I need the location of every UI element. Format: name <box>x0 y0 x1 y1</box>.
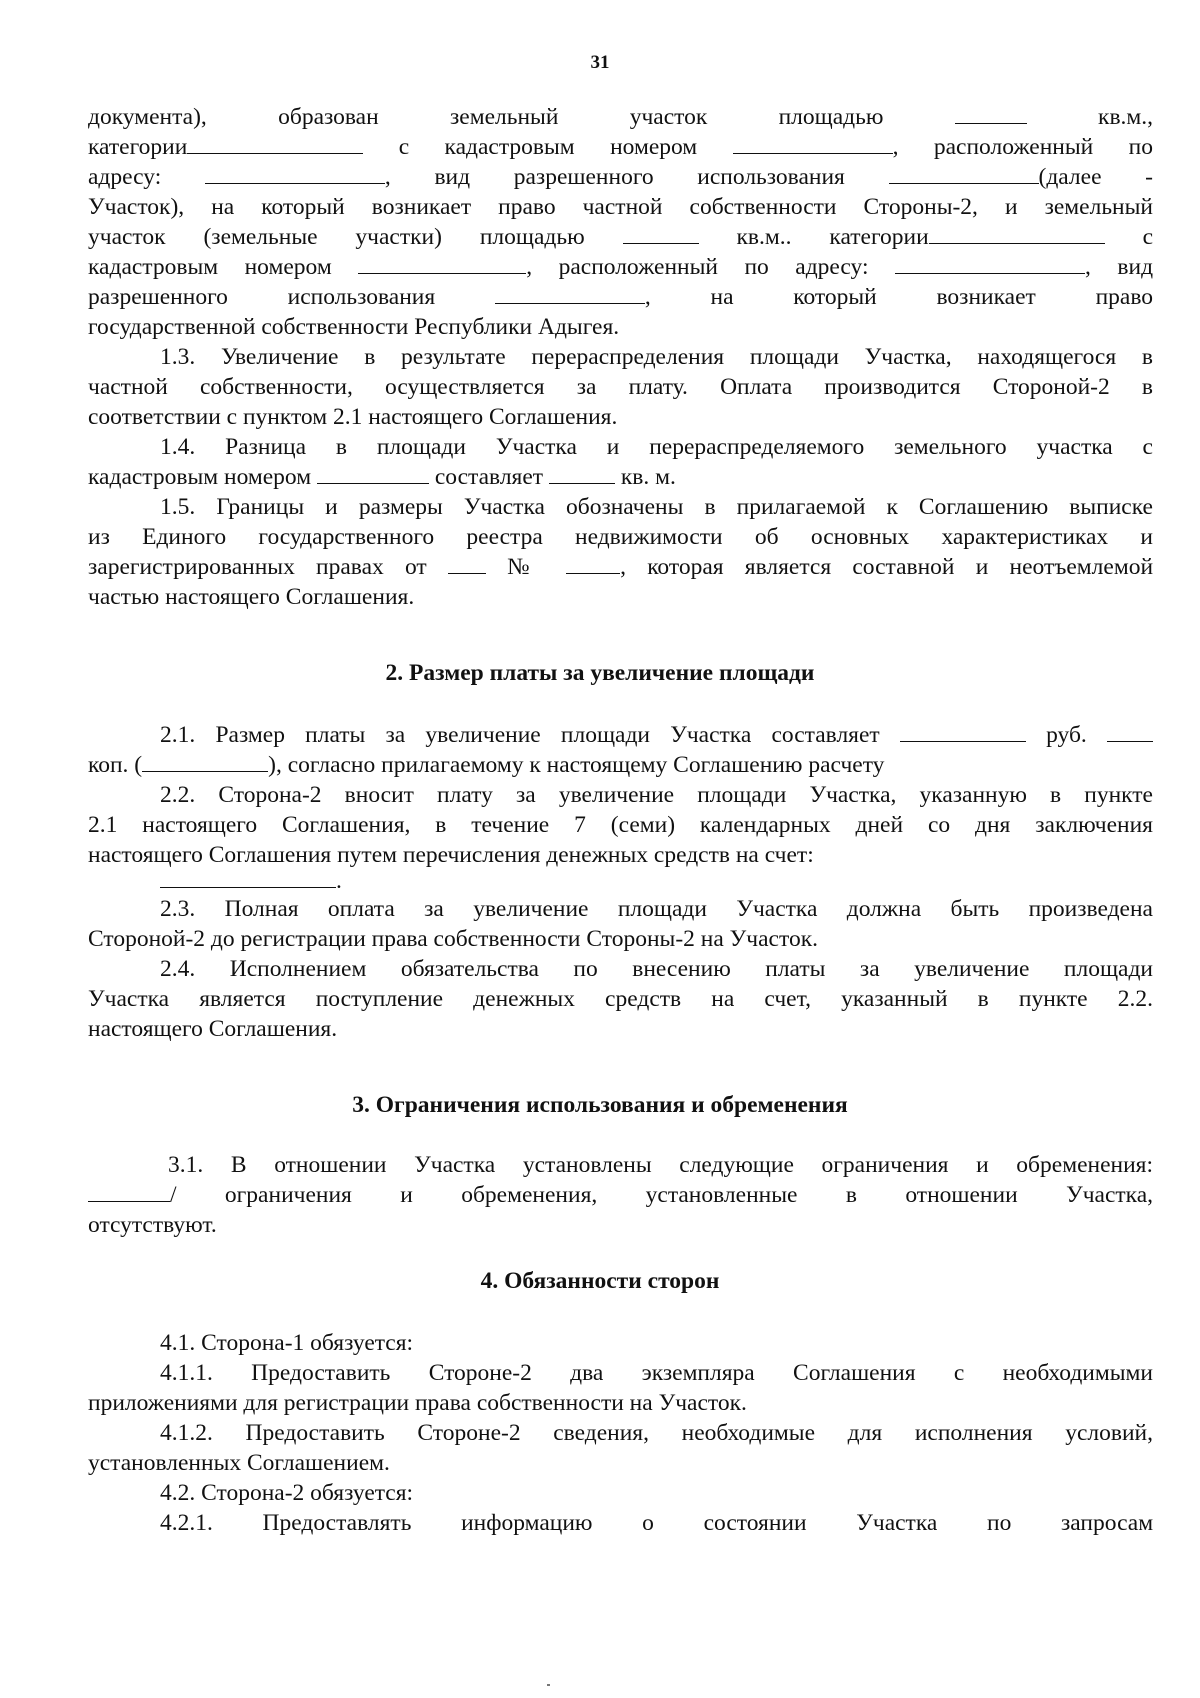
text-line: кадастровым номером , расположенный по адресу: , вид <box>88 254 1154 280</box>
text-line: государственной собственности Республики Адыгея. <box>88 314 620 340</box>
text-line: частью настоящего Соглашения. <box>88 584 415 610</box>
text-line: кадастровым номером составляет кв. м. <box>88 464 676 490</box>
text-line: Стороной-2 до регистрации права собственности Стороны-2 на Участок. <box>88 926 818 952</box>
blank-field[interactable] <box>187 133 363 154</box>
blank-field[interactable] <box>358 253 526 274</box>
text-line: приложениями для регистрации права собственности на Участок. <box>88 1390 747 1416</box>
blank-field[interactable] <box>1107 721 1153 742</box>
text-line: категории с кадастровым номером , расположенный по <box>88 134 1153 160</box>
text-line: / ограничения и обременения, установленные в отношении Участка, <box>88 1180 1153 1210</box>
text-line: участок (земельные участки) площадью кв.м.. категории с <box>88 224 1154 250</box>
blank-field[interactable] <box>895 253 1085 274</box>
blank-field[interactable] <box>317 463 429 484</box>
text-line: соответствии с пунктом 2.1 настоящего Соглашения. <box>88 404 618 430</box>
blank-field[interactable] <box>448 553 486 574</box>
text-line: Участок), на который возникает право частной собственности Стороны-2, и земельный <box>88 194 1153 220</box>
blank-field[interactable] <box>549 463 615 484</box>
clause-2-3: 2.3. Полная оплата за увеличение площади Участка должна быть произведена <box>160 896 1153 922</box>
blank-field[interactable] <box>205 163 385 184</box>
clause-3-1: 3.1. В отношении Участка установлены следующие ограничения и обременения: <box>168 1152 1153 1178</box>
blank-field[interactable] <box>955 103 1027 124</box>
blank-field[interactable] <box>623 223 699 244</box>
clause-4-2: 4.2. Сторона-2 обязуется: <box>160 1480 414 1506</box>
clause-4-1-1: 4.1.1. Предоставить Стороне-2 два экземпляра Соглашения с необходимыми <box>160 1360 1153 1386</box>
text-line: из Единого государственного реестра недвижимости об основных характеристиках и <box>88 524 1153 550</box>
blank-field[interactable] <box>733 133 893 154</box>
clause-4-2-1: 4.2.1. Предоставлять информацию о состоянии Участка по запросам <box>160 1510 1154 1536</box>
blank-field[interactable] <box>889 163 1039 184</box>
section-heading: 3. Ограничения использования и обременения <box>352 1092 848 1118</box>
blank-field[interactable] <box>929 223 1105 244</box>
text-line: адресу: , вид разрешенного использования (далее - <box>88 164 1154 190</box>
text-line: документа), образован земельный участок площадью кв.м., <box>88 104 1154 130</box>
text-line: зарегистрированных правах от № , которая является составной и неотъемлемой <box>88 554 1154 580</box>
clause-2-4: 2.4. Исполнением обязательства по внесению платы за увеличение площади <box>160 956 1153 982</box>
blank-field[interactable] <box>495 283 645 304</box>
text-line: разрешенного использования , на который возникает право <box>88 284 1154 310</box>
text-line: настоящего Соглашения. <box>88 1016 338 1042</box>
clause-1-3: 1.3. Увеличение в результате перераспределения площади Участка, находящегося в <box>160 344 1153 370</box>
blank-field[interactable] <box>900 721 1026 742</box>
blank-field[interactable] <box>142 751 268 772</box>
clause-2-2: 2.2. Сторона-2 вносит плату за увеличение площади Участка, указанную в пункте <box>160 782 1153 808</box>
text-line: Участка является поступление денежных средств на счет, указанный в пункте 2.2. <box>88 986 1153 1012</box>
blank-field[interactable] <box>566 553 620 574</box>
clause-4-1: 4.1. Сторона-1 обязуется: <box>160 1330 414 1356</box>
section-heading: 4. Обязанности сторон <box>480 1268 720 1294</box>
clause-4-1-2: 4.1.2. Предоставить Стороне-2 сведения, необходимые для исполнения условий, <box>160 1420 1153 1446</box>
text-line: . <box>160 866 1153 896</box>
blank-field[interactable] <box>88 1181 170 1202</box>
text-line: коп. ( ), согласно прилагаемому к настоящему Соглашению расчету <box>88 752 885 778</box>
text-line: отсутствуют. <box>88 1212 217 1238</box>
text-line: установленных Соглашением. <box>88 1450 390 1476</box>
text-line: 2.1 настоящего Соглашения, в течение 7 (семи) календарных дней со дня заключения <box>88 812 1153 838</box>
clause-1-4: 1.4. Разница в площади Участка и перераспределяемого земельного участка с <box>160 434 1153 460</box>
clause-2-1: 2.1. Размер платы за увеличение площади Участка составляет руб. <box>160 720 1153 750</box>
section-heading: 2. Размер платы за увеличение площади <box>385 660 815 686</box>
clause-1-5: 1.5. Границы и размеры Участка обозначены в прилагаемой к Соглашению выписке <box>160 494 1153 520</box>
text-line: настоящего Соглашения путем перечисления денежных средств на счет: <box>88 842 814 868</box>
page-number: 31 <box>590 52 610 73</box>
account-blank-field[interactable] <box>160 867 336 888</box>
scan-speck <box>547 1684 550 1686</box>
text-line: частной собственности, осуществляется за плату. Оплата производится Стороной-2 в <box>88 374 1153 400</box>
